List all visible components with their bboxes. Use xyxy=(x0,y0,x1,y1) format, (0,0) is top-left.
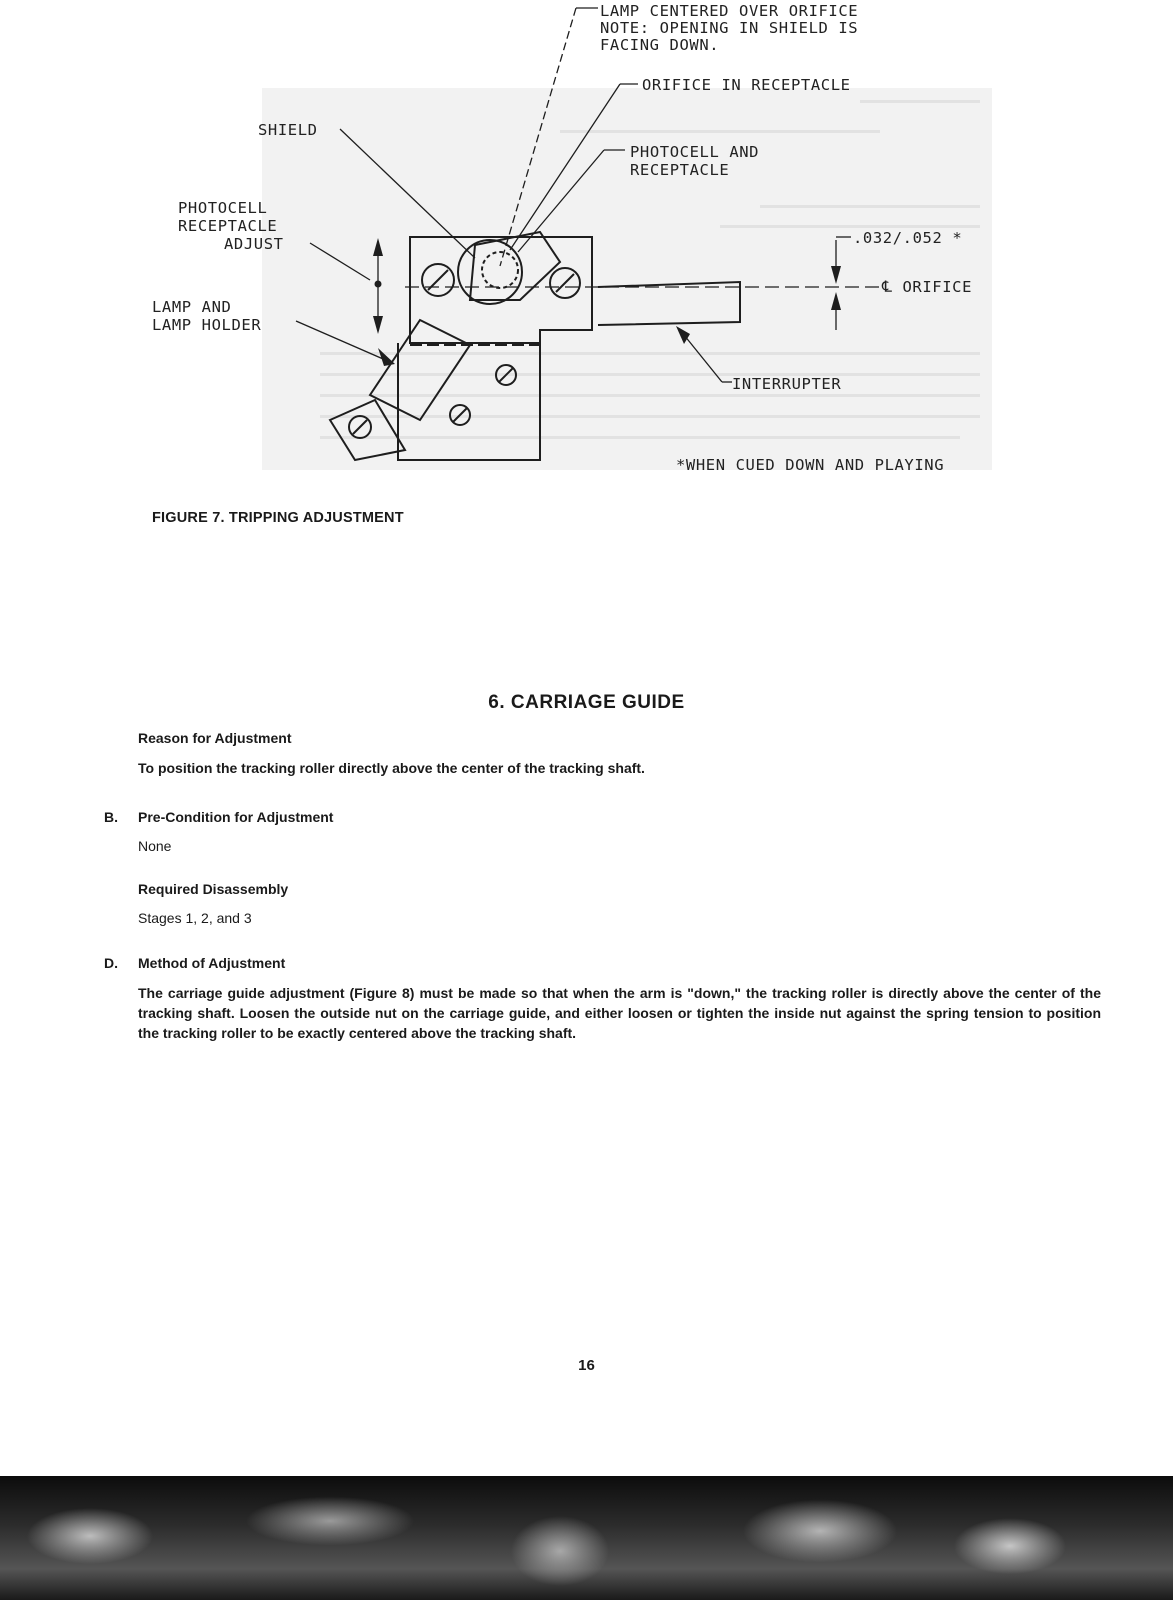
label-facing-down: FACING DOWN. xyxy=(600,36,720,54)
leader-orifice xyxy=(510,84,620,250)
page-number: 16 xyxy=(578,1357,595,1374)
photocell-receptacle xyxy=(458,240,522,304)
label-dimension: .032/.052 * xyxy=(853,229,963,247)
lamp-clamp xyxy=(330,400,405,460)
figure-caption: FIGURE 7. TRIPPING ADJUSTMENT xyxy=(152,510,404,526)
precondition-text: None xyxy=(138,838,172,854)
disassembly-text: Stages 1, 2, and 3 xyxy=(138,910,252,926)
d-letter: D. xyxy=(104,955,118,971)
interrupter-outline xyxy=(598,282,740,325)
tripping-adjustment-figure xyxy=(0,0,1173,560)
leader-adjust xyxy=(310,243,370,280)
adjust-point xyxy=(375,281,382,288)
lamp-holder xyxy=(370,320,470,420)
arrowhead xyxy=(676,326,690,344)
label-interrupter: INTERRUPTER xyxy=(732,375,842,393)
section-title: 6. CARRIAGE GUIDE xyxy=(488,692,685,713)
lower-bracket xyxy=(398,343,540,460)
label-lamp-centered: LAMP CENTERED OVER ORIFICE xyxy=(600,2,859,20)
leader-shield xyxy=(340,129,475,258)
label-centerline-orifice: ℄ ORIFICE xyxy=(882,278,973,296)
method-text: The carriage guide adjustment (Figure 8) must be made so that when the arm is "down," the tracking roller is directly above the center of the tracking shaft. Loosen the outside nut on the carriage guide, and either loosen or tighten the inside nut against the spring tension to position the tracking roller to be exactly centered above the tracking shaft. xyxy=(138,985,1101,1041)
precondition-heading: Pre-Condition for Adjustment xyxy=(138,809,334,825)
arrowhead xyxy=(831,292,841,310)
arrowhead xyxy=(373,316,383,334)
screw-slot xyxy=(353,420,367,434)
label-photocell-receptacle-adjust-2: RECEPTACLE xyxy=(178,217,278,235)
screw-slot xyxy=(499,368,513,382)
reason-text: To position the tracking roller directly above the center of the tracking shaft. xyxy=(138,760,645,776)
label-shield: SHIELD xyxy=(258,121,318,139)
label-note-opening: NOTE: OPENING IN SHIELD IS xyxy=(600,19,859,37)
label-footnote: *WHEN CUED DOWN AND PLAYING xyxy=(676,456,945,474)
disassembly-heading: Required Disassembly xyxy=(138,881,289,897)
reason-heading: Reason for Adjustment xyxy=(138,730,292,746)
label-receptacle: RECEPTACLE xyxy=(630,161,730,179)
scan-edge-band xyxy=(0,1476,1173,1600)
label-photocell-and: PHOTOCELL AND xyxy=(630,143,760,161)
label-photocell-receptacle-adjust-1: PHOTOCELL xyxy=(178,199,268,217)
arrowhead xyxy=(831,266,841,284)
screw-slot xyxy=(453,408,467,422)
label-lamp-holder: LAMP HOLDER xyxy=(152,316,262,334)
arrowhead xyxy=(378,348,395,366)
orifice xyxy=(482,252,518,288)
leader-lamp-holder xyxy=(296,321,390,362)
label-orifice-in-receptacle: ORIFICE IN RECEPTACLE xyxy=(642,76,851,94)
method-heading: Method of Adjustment xyxy=(138,955,286,971)
arrowhead xyxy=(373,238,383,256)
b-letter: B. xyxy=(104,809,118,825)
screw-slot xyxy=(556,274,574,292)
label-photocell-receptacle-adjust-3: ADJUST xyxy=(224,235,284,253)
label-lamp-and: LAMP AND xyxy=(152,298,232,316)
